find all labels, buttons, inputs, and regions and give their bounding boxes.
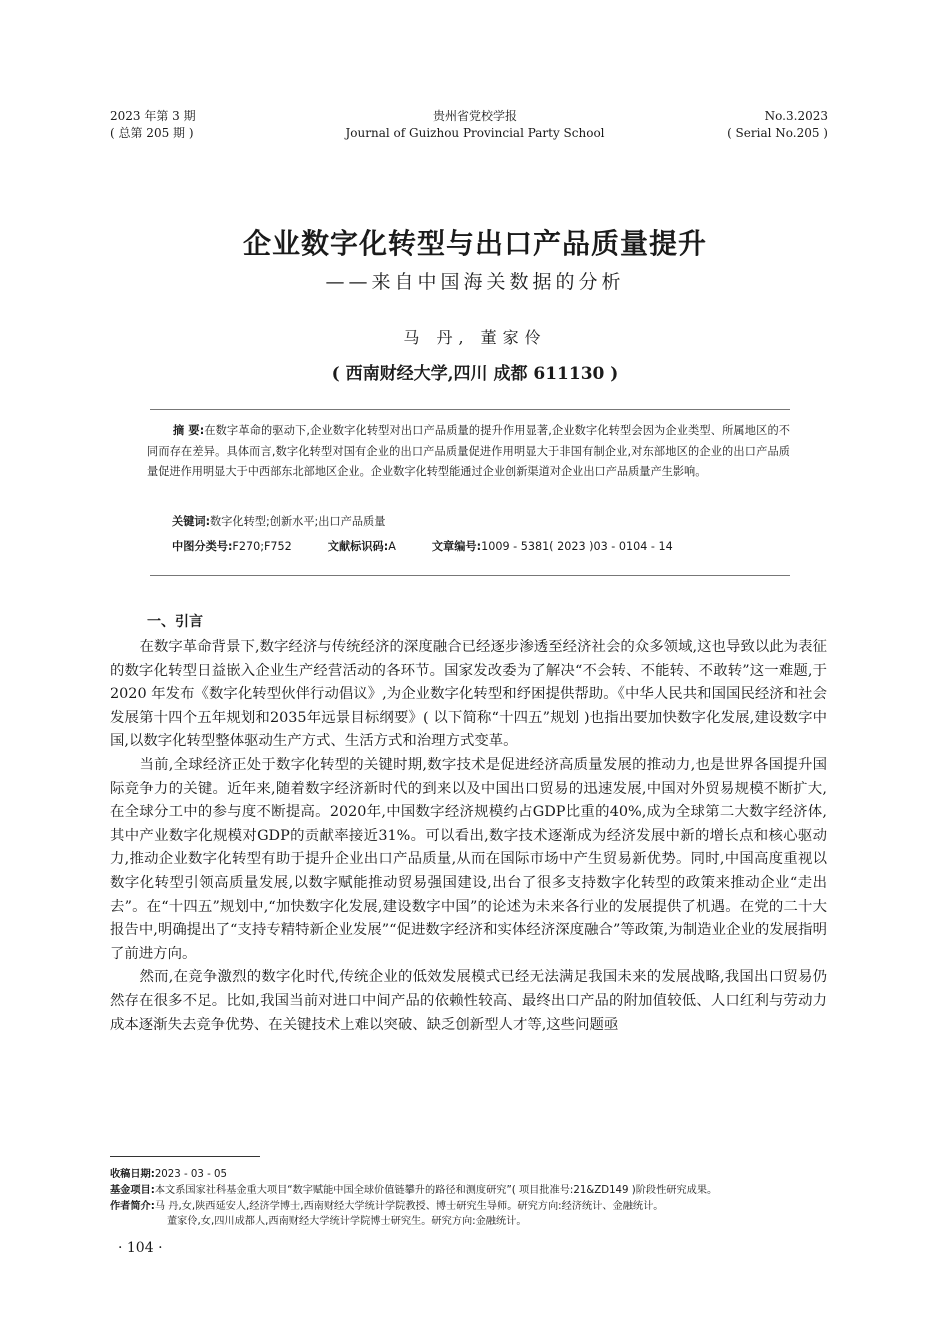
article-subtitle: ——来自中国海关数据的分析 bbox=[325, 271, 625, 293]
abstract-text: 在数字革命的驱动下,企业数字化转型对出口产品质量的提升作用显著,企业数字化转型会因为企业类型、所属地区的不同而存在差异。具体而言,数字化转型对国有企业的出口产品质量促进作用明显大于非国有制企业,对东部地区的企业的出口产品质量促进作用明显大于中西部东北部地区企业。企业数字化转型能通过企业创新渠道对企业出口产品质量产生影响。 bbox=[147, 424, 790, 478]
footnotes bbox=[110, 1167, 830, 1230]
header-serial-line: ( Serial No.205 ) bbox=[727, 126, 828, 140]
classification-line bbox=[172, 538, 673, 554]
abstract bbox=[147, 421, 790, 483]
header-issue-line: 2023 年第 3 期 bbox=[110, 109, 196, 123]
abstract-top-rule bbox=[150, 409, 790, 410]
paragraph-1: 在数字革命背景下,数字经济与传统经济的深度融合已经逐步渗透至经济社会的众多领域,这也导致以此为表征的数字化转型日益嵌入企业生产经营活动的各环节。国家发改委为了解决“不会转、不能转、不敢转”这一难题,于2020 年发布《数字化转型伙伴行动倡议》,为企业数字化转型和纾困提供帮助。《中华人民共和国国民经济和社会发展第十四个五年规划和2035年远景目标纲要》( 以下简称“十四五”规划 )也指出要加快数字化发展,建设数字中国,以数字化转型整体驱动生产方式、生活方式和治理方式变革。 bbox=[110, 639, 827, 750]
author-affiliation: ( 西南财经大学,四川 成都 611130 ) bbox=[331, 364, 619, 384]
fund-value: 本文系国家社科基金重大项目“数字赋能中国全球价值链攀升的路径和测度研究”( 项目批准号:21&ZD149 )阶段性研究成果。 bbox=[154, 1184, 718, 1196]
paragraph-3: 然而,在竞争激烈的数字化时代,传统企业的低效发展模式已经无法满足我国未来的发展战略,我国出口贸易仍然存在很多不足。比如,我国当前对进口中间产品的依赖性较高、最终出口产品的附加值较低、人口红利与劳动力成本逐渐失去竞争优势、在关键技术上难以突破、缺乏创新型人才等,这些问题亟 bbox=[110, 969, 827, 1033]
received-value: 2023 - 03 - 05 bbox=[154, 1169, 227, 1180]
keywords-label: 关键词: bbox=[172, 515, 211, 528]
author-info-label: 作者简介: bbox=[110, 1200, 155, 1212]
clc-label: 中图分类号: bbox=[172, 540, 233, 553]
received-label: 收稿日期: bbox=[110, 1169, 155, 1180]
footnote-rule bbox=[110, 1156, 260, 1157]
author-info-1: 马 丹,女,陕西延安人,经济学博士,西南财经大学统计学院教授、博士研究生导师。研究方向:经济统计、金融统计。 bbox=[154, 1200, 664, 1212]
article-authors: 马 丹, 董家伶 bbox=[403, 328, 547, 347]
page-number: · 104 · bbox=[118, 1240, 163, 1256]
header-journal-en: Journal of Guizhou Provincial Party School bbox=[345, 126, 605, 140]
article-title: 企业数字化转型与出口产品质量提升 bbox=[242, 227, 707, 260]
doc-code-label: 文献标识码: bbox=[327, 540, 389, 553]
header-journal bbox=[300, 108, 650, 142]
header-no-line: No.3.2023 bbox=[764, 109, 828, 123]
doc-code-value: A bbox=[388, 540, 396, 553]
header-journal-cn: 贵州省党校学报 bbox=[432, 109, 517, 123]
clc-value: F270;F752 bbox=[232, 540, 292, 553]
article-number-value: 1009 - 5381( 2023 )03 - 0104 - 14 bbox=[481, 540, 673, 553]
fund-label: 基金项目: bbox=[110, 1184, 155, 1196]
body-text bbox=[110, 636, 827, 1037]
fund-info bbox=[110, 1183, 830, 1199]
received-date bbox=[110, 1167, 830, 1183]
abstract-bottom-rule bbox=[150, 575, 790, 576]
section-heading: 一、引言 bbox=[147, 614, 203, 630]
header-total-issue-line: ( 总第 205 期 ) bbox=[110, 126, 194, 140]
article-number-label: 文章编号: bbox=[431, 540, 482, 553]
keywords-text: 数字化转型;创新水平;出口产品质量 bbox=[210, 515, 386, 528]
keywords bbox=[172, 513, 385, 529]
abstract-label: 摘 要: bbox=[172, 424, 205, 437]
header-serial bbox=[727, 108, 828, 142]
paragraph-2: 当前,全球经济正处于数字化转型的关键时期,数字技术是促进经济高质量发展的推动力,也是世界各国提升国际竞争力的关键。近年来,随着数字经济新时代的到来以及中国出口贸易的迅速发展,中国对外贸易规模不断扩大,在全球分工中的参与度不断提高。2020年,中国数字经济规模约占GDP比重的40%,成为全球第二大数字经济体,其中产业数字化规模对GDP的贡献率接近31%。可以看出,数字技术逐渐成为经济发展中新的增长点和核心驱动力,推动企业数字化转型有助于提升企业出口产品质量,从而在国际市场中产生贸易新优势。同时,中国高度重视以数字化转型引领高质量发展,以数字赋能推动贸易强国建设,出台了很多支持数字化转型的政策来推动企业“走出去”。在“十四五”规划中,“加快数字化发展,建设数字中国”的论述为未来各行业的发展提供了机遇。在党的二十大报告中,明确提出了“支持专精特新企业发展”“促进数字经济和实体经济深度融合”等政策,为制造业企业的发展指明了前进方向。 bbox=[110, 756, 827, 962]
header-issue bbox=[110, 108, 196, 142]
author-info-2: 董家伶,女,四川成都人,西南财经大学统计学院博士研究生。研究方向:金融统计。 bbox=[167, 1216, 527, 1228]
author-info bbox=[110, 1199, 830, 1215]
